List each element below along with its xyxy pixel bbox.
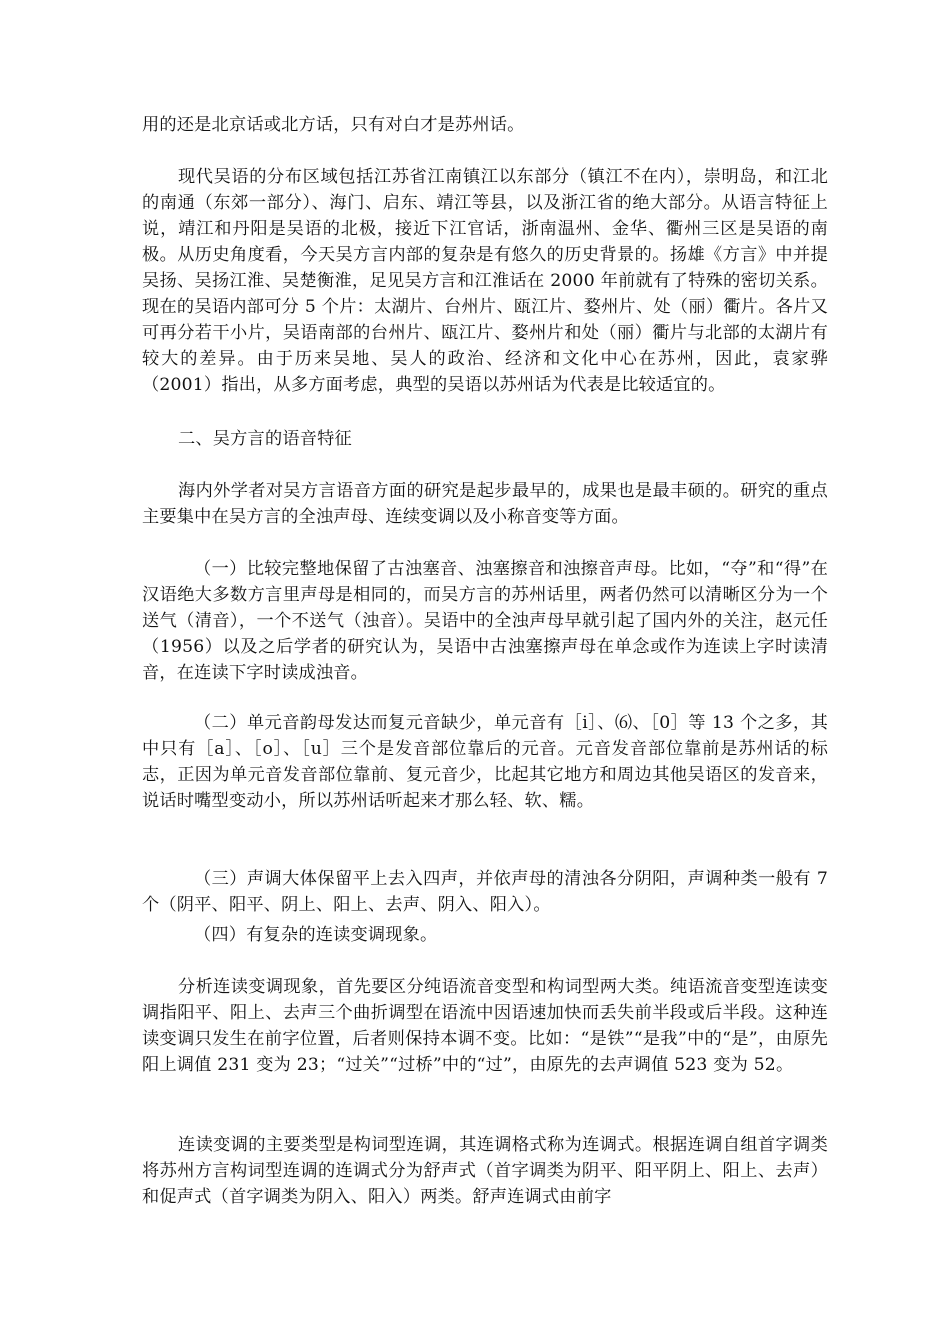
paragraph-research-overview: 海内外学者对吴方言语音方面的研究是起步最早的，成果也是最丰硕的。研究的重点主要集中在吴方言的全浊声母、连续变调以及小称音变等方面。 [142,481,828,527]
section-heading-phonetics: 二、吴方言的语音特征 [178,429,352,449]
paragraph-point-1: （一）比较完整地保留了古浊塞音、浊塞擦音和浊擦音声母。比如，“夺”和“得”在汉语绝大多数方言里声母是相同的，而吴方言的苏州话里，两者仍然可以清晰区分为一个送气（清音），一个不送气（浊音）。吴语中的全浊声母早就引起了国内外的关注，赵元任（1956）以及之后学者的研究认为，吴语中古浊塞擦声母在单念或作为连读上字时读清音，在连读下字时读成浊音。 [142,559,829,683]
paragraph-point-2: （二）单元音韵母发达而复元音缺少，单元音有［i］、⑹、［0］等 13 个之多，其中只有［a］、［o］、［u］三个是发音部位靠后的元音。元音发音部位靠前是苏州话的标志，正因为单元音发音部位靠前、复元音少，比起其它地方和周边其他吴语区的发音来，说话时嘴型变动小，所以苏州话听起来才那么轻、软、糯。 [142,713,828,811]
paragraph-lexical-sandhi: 连读变调的主要类型是构词型连调，其连调格式称为连调式。根据连调自组首字调类将苏州方言构词型连调的连调式分为舒声式（首字调类为阴平、阳平阴上、阳上、去声）和促声式（首字调类为阴入、阳入）两类。舒声连调式由前字 [142,1135,828,1207]
paragraph-point-3: （三）声调大体保留平上去入四声，并依声母的清浊各分阴阳，声调种类一般有 7 个（阴平、阳平、阴上、阳上、去声、阴入、阳入）。 [142,869,828,915]
paragraph-continuation: 用的还是北京话或北方话，只有对白才是苏州话。 [142,115,525,135]
paragraph-tone-sandhi-types: 分析连读变调现象，首先要区分纯语流音变型和构词型两大类。纯语流音变型连读变调指阳平、阳上、去声三个曲折调型在语流中因语速加快而丢失前半段或后半段。这种连读变调只发生在前字位置，后者则保持本调不变。比如：“是铁”“是我”中的“是”，由原先阳上调值 231 变为 23；“过关”“过桥”中的“过”，由原先的去声调值 523 变为 52。 [142,977,828,1075]
paragraph-wu-distribution: 现代吴语的分布区域包括江苏省江南镇江以东部分（镇江不在内），崇明岛，和江北的南通（东郊一部分）、海门、启东、靖江等县，以及浙江省的绝大部分。从语言特征上说，靖江和丹阳是吴语的北极，接近下江官话，浙南温州、金华、衢州三区是吴语的南极。从历史角度看，今天吴方言内部的复杂是有悠久的历史背景的。扬雄《方言》中并提吴扬、吴扬江淮、吴楚衡淮，足见吴方言和江淮话在 2000 年前就有了特殊的密切关系。现在的吴语内部可分 5 个片：太湖片、台州片、瓯江片、婺州片、处（丽）衢片。各片又可再分若干小片，吴语南部的台州片、瓯江片、婺州片和处（丽）衢片与北部的太湖片有较大的差异。由于历来吴地、吴人的政治、经济和文化中心在苏州，因此，袁家骅（2001）指出，从多方面考虑，典型的吴语以苏州话为代表是比较适宜的。 [142,167,828,395]
paragraph-point-4: （四）有复杂的连读变调现象。 [194,925,438,945]
